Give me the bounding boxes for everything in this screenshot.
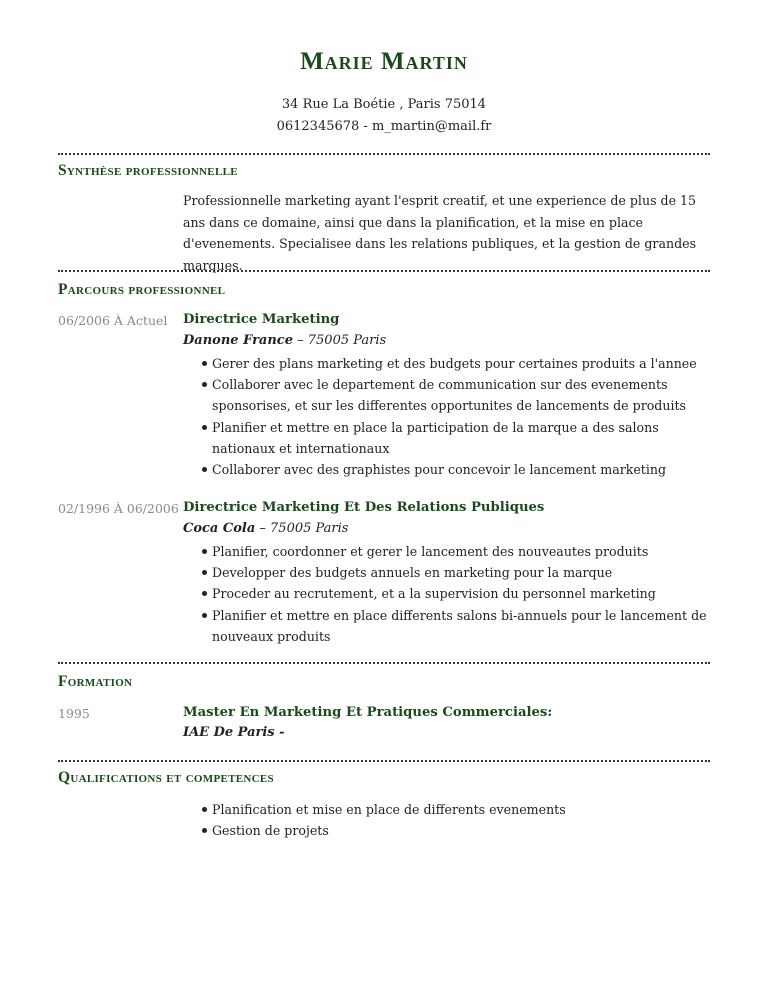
address: 34 Rue La Boétie , Paris 75014	[281, 97, 487, 112]
company-location: 75005 Paris	[270, 521, 349, 536]
section-divider	[58, 153, 710, 155]
list-item: Collaborer avec le departement de communication sur des evenements sponsorises, et sur les differentes opportunites de lancements de produits	[183, 374, 713, 416]
list-item: Collaborer avec des graphistes pour concevoir le lancement marketing	[183, 459, 713, 480]
list-item: Planifier et mettre en place differents salons bi-annuels pour le lancement de nouveaux produits	[183, 605, 713, 647]
job-title: Directrice Marketing	[183, 312, 340, 327]
company-location: 75005 Paris	[307, 333, 387, 348]
job-dates: 02/1996 À 06/2006	[58, 501, 179, 516]
job-duties	[183, 353, 713, 480]
job-dates: 06/2006 À Actuel	[58, 313, 168, 328]
company-name: Danone France	[183, 333, 293, 348]
list-item: Gestion de projets	[183, 820, 713, 841]
education-school: IAE De Paris -	[183, 725, 285, 740]
list-item: Planification et mise en place de differents evenements	[183, 799, 713, 820]
job-duties	[183, 541, 713, 647]
company-name: Coca Cola	[183, 521, 256, 536]
phone-email: 0612345678 - m_martin@mail.fr	[276, 119, 492, 134]
company-separator: –	[292, 333, 308, 348]
section-title-summary: Synthèse professionnelle	[58, 162, 238, 179]
section-divider	[58, 760, 710, 762]
summary-text: Professionnelle marketing ayant l'esprit creatif, et une experience de plus de 15 ans dans ce domaine, ainsi que dans la planification, et la mise en place d'evenements. Specialisee dans les relations publiques, et la gestion de grandes marques.	[183, 193, 697, 273]
section-title-experience: Parcours professionnel	[58, 281, 226, 298]
list-item: Planifier, coordonner et gerer le lancement des nouveautes produits	[183, 541, 713, 562]
section-divider	[58, 270, 710, 272]
list-item: Planifier et mettre en place la participation de la marque a des salons nationaux et internationaux	[183, 417, 713, 459]
section-title-education: Formation	[58, 673, 133, 690]
list-item: Gerer des plans marketing et des budgets pour certaines produits a l'annee	[183, 353, 713, 374]
list-item: Developper des budgets annuels en marketing pour la marque	[183, 562, 713, 583]
section-divider	[58, 662, 710, 664]
education-year: 1995	[58, 706, 90, 721]
company-separator: –	[255, 521, 271, 536]
section-title-skills: Qualifications et competences	[58, 769, 274, 786]
candidate-name: Marie Martin	[300, 48, 468, 75]
job-title: Directrice Marketing Et Des Relations Publiques	[183, 500, 545, 515]
job-company	[183, 521, 348, 536]
skills-list	[183, 799, 713, 841]
list-item: Proceder au recrutement, et a la supervision du personnel marketing	[183, 583, 713, 604]
job-company	[183, 333, 386, 348]
education-degree: Master En Marketing Et Pratiques Commerciales:	[183, 705, 553, 720]
